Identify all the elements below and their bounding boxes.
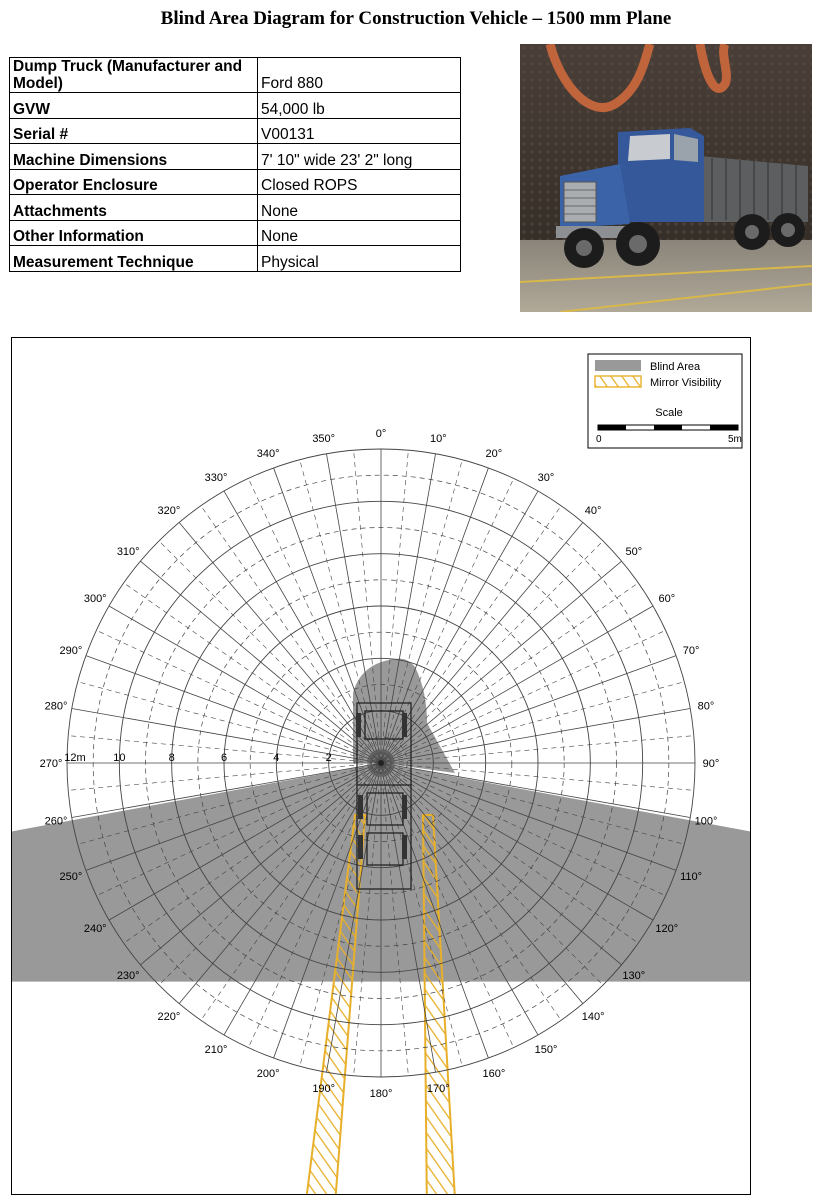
scale-bar-segment	[654, 425, 682, 430]
angle-spoke	[109, 606, 381, 763]
spec-value: 54,000 lb	[258, 93, 461, 119]
angle-label: 20°	[485, 447, 503, 460]
angle-label: 160°	[482, 1068, 506, 1081]
blind-area-diagram	[11, 337, 751, 1195]
angle-label: 200°	[256, 1068, 280, 1081]
radius-label: 4	[273, 752, 280, 764]
scale-title: Scale	[655, 407, 683, 419]
angle-label: 290°	[59, 645, 83, 658]
angle-label: 220°	[157, 1010, 181, 1023]
spec-label: Operator Enclosure	[10, 169, 258, 195]
spec-row	[10, 93, 461, 119]
angle-label: 300°	[83, 593, 107, 605]
angle-label: 180°	[369, 1088, 393, 1100]
angle-spoke	[96, 630, 381, 763]
wheel	[356, 713, 361, 737]
angle-label: 240°	[83, 923, 107, 935]
spec-value: Closed ROPS	[258, 169, 461, 195]
angle-label: 260°	[44, 815, 68, 828]
truck-photo	[520, 44, 812, 312]
spec-row	[10, 118, 461, 144]
angle-label: 310°	[116, 545, 140, 558]
spec-label: Dump Truck (Manufacturer and Model)	[10, 58, 258, 93]
angle-label: 30°	[537, 472, 555, 485]
spec-value: None	[258, 220, 461, 246]
angle-label: 330°	[204, 472, 228, 485]
angle-label: 50°	[625, 545, 643, 558]
angle-label: 170°	[426, 1082, 450, 1095]
spec-value: Ford 880	[258, 58, 461, 93]
radius-label: 12m	[64, 752, 86, 764]
radius-label: 2	[325, 752, 332, 764]
machine-spec-table	[9, 57, 461, 272]
legend	[588, 354, 742, 448]
legend-blind-label: Blind Area	[650, 361, 701, 373]
spec-row	[10, 169, 461, 195]
spec-row	[10, 220, 461, 246]
wheel	[358, 835, 363, 859]
spec-value: None	[258, 195, 461, 221]
angle-label: 340°	[256, 447, 280, 460]
angle-label: 280°	[44, 700, 68, 713]
spec-label: Attachments	[10, 195, 258, 221]
wheel	[402, 795, 407, 819]
spec-label: Measurement Technique	[10, 246, 258, 272]
page-title: Blind Area Diagram for Construction Vehicle – 1500 mm Plane	[160, 8, 672, 29]
spec-value: 7' 10" wide 23' 2" long	[258, 144, 461, 170]
angle-label: 60°	[658, 593, 676, 605]
angle-label: 250°	[59, 870, 83, 883]
spec-label: Other Information	[10, 220, 258, 246]
spec-value: Physical	[258, 246, 461, 272]
angle-label: 320°	[157, 505, 181, 518]
wheel	[402, 713, 407, 737]
legend-blind-swatch	[595, 360, 641, 371]
angle-spoke	[86, 656, 381, 763]
radius-label: 8	[168, 752, 175, 764]
scale-start-label: 0	[596, 434, 602, 445]
radius-label: 6	[220, 752, 228, 764]
angle-label: 110°	[680, 870, 703, 883]
angle-label: 150°	[534, 1043, 558, 1056]
angle-label: 350°	[312, 433, 336, 446]
spec-row	[10, 246, 461, 272]
angle-label: 80°	[697, 700, 715, 713]
angle-spoke	[300, 460, 381, 763]
angle-spoke	[381, 468, 488, 763]
radius-label: 10	[113, 752, 126, 764]
angle-label: 0°	[375, 428, 387, 440]
angle-label: 40°	[584, 505, 602, 518]
angle-label: 70°	[682, 645, 700, 658]
scale-bar-segment	[710, 425, 738, 430]
spec-label: Serial #	[10, 118, 258, 144]
angle-spoke	[381, 478, 514, 763]
scale-bar-segment	[598, 425, 626, 430]
angle-label: 230°	[116, 970, 140, 983]
polar-plot	[12, 338, 750, 1194]
wheel	[402, 835, 407, 859]
spec-value: V00131	[258, 118, 461, 144]
angle-label: 100°	[694, 815, 718, 828]
angle-label: 210°	[204, 1043, 228, 1056]
wheel	[358, 795, 363, 819]
angle-label: 140°	[581, 1010, 605, 1023]
angle-label: 270°	[39, 758, 63, 770]
spec-row	[10, 195, 461, 221]
angle-label: 130°	[622, 970, 646, 983]
spec-row	[10, 58, 461, 93]
legend-mirror-label: Mirror Visibility	[650, 377, 722, 389]
scale-end-label: 5m	[728, 434, 742, 445]
angle-label: 90°	[702, 758, 720, 770]
eye-point	[378, 760, 384, 766]
angle-spoke	[248, 478, 381, 763]
angle-label: 190°	[312, 1082, 336, 1095]
spec-row	[10, 144, 461, 170]
legend-mirror-swatch	[595, 376, 641, 387]
spec-label: GVW	[10, 93, 258, 119]
angle-spoke	[78, 682, 381, 763]
angle-label: 120°	[655, 923, 679, 935]
spec-label: Machine Dimensions	[10, 144, 258, 170]
angle-label: 10°	[429, 433, 447, 446]
